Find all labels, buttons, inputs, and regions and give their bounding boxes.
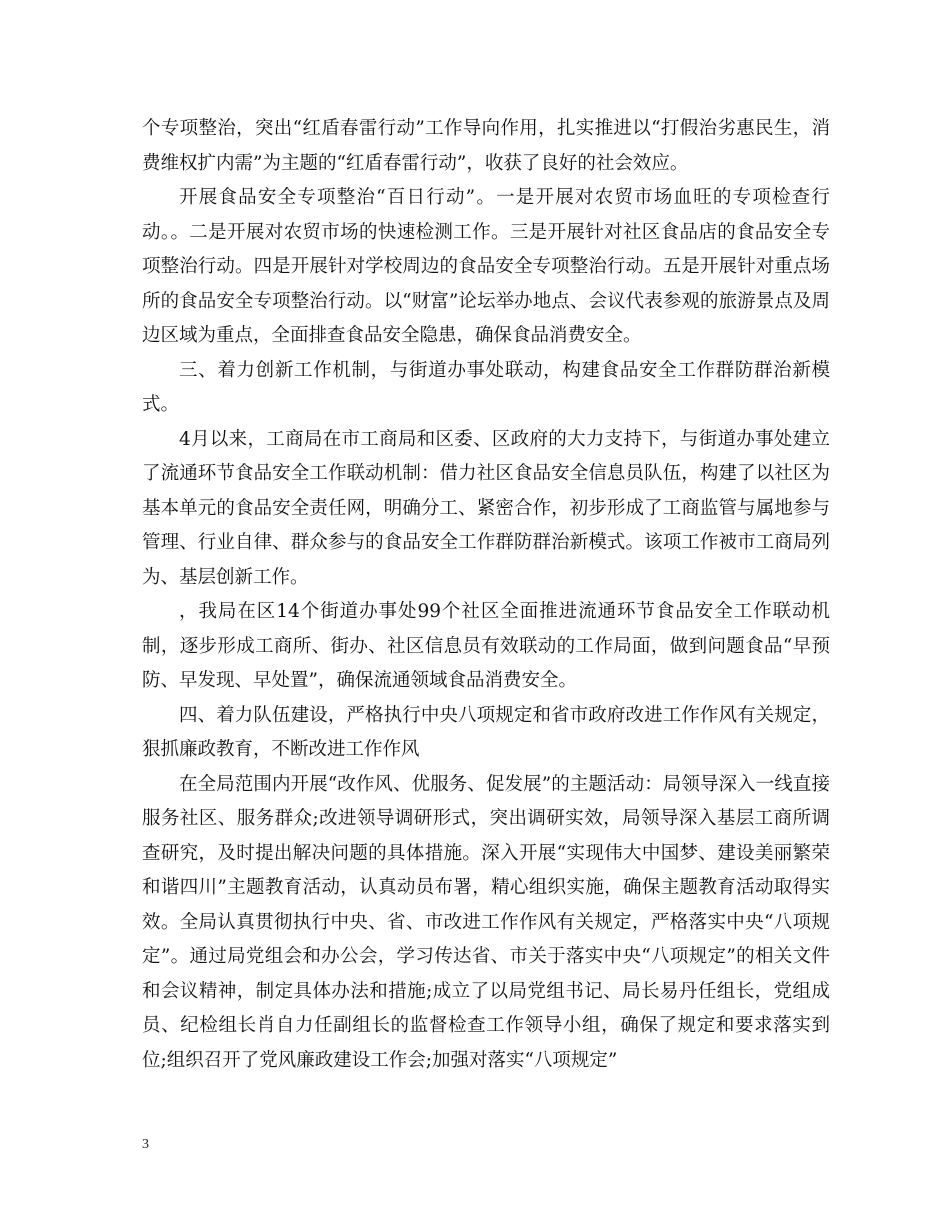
page-number: 3 bbox=[142, 1137, 149, 1152]
paragraph-7: 在全局范围内开展“改作风、优服务、促发展”的主题活动：局领导深入一线直接服务社区、服务群众;改进领导调研形式，突出调研实效，局领导深入基层工商所调查研究，及时提出解决问题的具体措施。深入开展“实现伟大中国梦、建设美丽繁荣和谐四川”主题教育活动，认真动员布署，精心组织实施，确保主题教育活动取得实效。全局认真贯彻执行中央、省、市改进工作作风有关规定，严格落实中央“八项规定”。通过局党组会和办公会，学习传达省、市关于落实中央“八项规定”的相关文件和会议精神，制定具体办法和措施;成立了以局党组书记、局长易丹任组长，党组成员、纪检组长肖自力任副组长的监督检查工作领导小组，确保了规定和要求落实到位;组织召开了党风廉政建设工作会;加强对落实“八项规定” bbox=[142, 773, 830, 1071]
paragraph-2: 开展食品安全专项整治“百日行动”。一是开展对农贸市场血旺的专项检查行动。。二是开展对农贸市场的快速检测工作。三是开展针对社区食品店的食品安全专项整治行动。四是开展针对学校周边的食品安全专项整治行动。五是开展针对重点场所的食品安全专项整治行动。以“财富”论坛举办地点、会议代表参观的旅游景点及周边区域为重点，全面排查食品安全隐患，确保食品消费安全。 bbox=[142, 187, 830, 346]
paragraph-6: 四、着力队伍建设，严格执行中央八项规定和省市政府改进工作作风有关规定，狠抓廉政教育，不断改进工作作风 bbox=[142, 704, 830, 760]
paragraph-1: 个专项整治，突出“红盾春雷行动”工作导向作用，扎实推进以“打假治劣惠民生，消费维权扩内需”为主题的“红盾春雷行动”，收获了良好的社会效应。 bbox=[142, 118, 830, 174]
paragraph-3: 三、着力创新工作机制，与街道办事处联动，构建食品安全工作群防群治新模式。 bbox=[142, 359, 830, 415]
paragraph-5: ，我局在区14个街道办事处99个社区全面推进流通环节食品安全工作联动机制，逐步形成工商所、街办、社区信息员有效联动的工作局面，做到问题食品“早预防、早发现、早处置”，确保流通领域食品消费安全。 bbox=[142, 601, 830, 691]
document-body bbox=[142, 112, 830, 1078]
paragraph-4: 4月以来，工商局在市工商局和区委、区政府的大力支持下，与街道办事处建立了流通环节食品安全工作联动机制：借力社区食品安全信息员队伍，构建了以社区为基本单元的食品安全责任网，明确分工、紧密合作，初步形成了工商监管与属地参与管理、行业自律、群众参与的食品安全工作群防群治新模式。该项工作被市工商局列为、基层创新工作。 bbox=[142, 428, 830, 588]
